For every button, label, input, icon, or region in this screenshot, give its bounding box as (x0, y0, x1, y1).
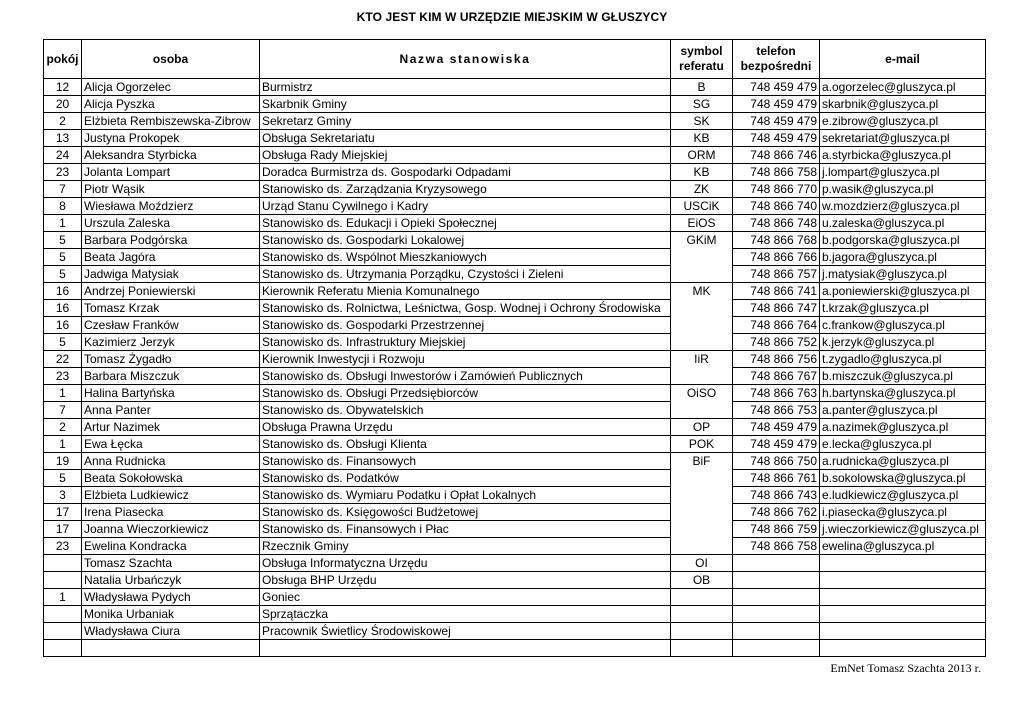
phone-cell: 748 459 479 (733, 130, 820, 147)
room-cell: 1 (44, 215, 82, 232)
table-row (44, 334, 986, 351)
symbol-cell: OI (671, 555, 733, 572)
email-cell: j.lompart@gluszyca.pl (820, 164, 986, 181)
header-symbol-line2: referatu (679, 59, 724, 73)
person-cell: Piotr Wąsik (82, 181, 260, 198)
person-cell (82, 640, 260, 657)
phone-cell: 748 866 762 (733, 504, 820, 521)
phone-cell: 748 866 740 (733, 198, 820, 215)
room-cell: 16 (44, 283, 82, 300)
person-cell: Justyna Prokopek (82, 130, 260, 147)
email-cell: b.podgorska@gluszyca.pl (820, 232, 986, 249)
phone-cell: 748 866 746 (733, 147, 820, 164)
email-cell: b.sokolowska@gluszyca.pl (820, 470, 986, 487)
person-cell: Barbara Miszczuk (82, 368, 260, 385)
email-cell: w.mozdzierz@gluszyca.pl (820, 198, 986, 215)
person-cell: Halina Bartyńska (82, 385, 260, 402)
position-cell: Pracownik Świetlicy Środowiskowej (260, 623, 671, 640)
position-cell: Stanowisko ds. Rolnictwa, Leśnictwa, Gosp. Wodnej i Ochrony Środowiska (260, 300, 671, 317)
table-header-row (44, 40, 986, 79)
symbol-cell: USCiK (671, 198, 733, 215)
room-cell (44, 606, 82, 623)
phone-cell: 748 866 750 (733, 453, 820, 470)
table-row (44, 232, 986, 249)
position-cell: Sekretarz Gminy (260, 113, 671, 130)
position-cell: Stanowisko ds. Finansowych (260, 453, 671, 470)
symbol-cell: OP (671, 419, 733, 436)
position-cell: Stanowisko ds. Finansowych i Płac (260, 521, 671, 538)
table-row (44, 130, 986, 147)
header-phone-line2: bezpośredni (740, 59, 812, 73)
table-row (44, 402, 986, 419)
email-cell: i.piasecka@gluszyca.pl (820, 504, 986, 521)
room-cell: 1 (44, 436, 82, 453)
position-cell: Stanowisko ds. Obywatelskich (260, 402, 671, 419)
email-cell: k.jerzyk@gluszyca.pl (820, 334, 986, 351)
position-cell: Stanowisko ds. Gospodarki Przestrzennej (260, 317, 671, 334)
header-person: osoba (82, 40, 260, 79)
phone-cell: 748 866 758 (733, 164, 820, 181)
table-row (44, 470, 986, 487)
room-cell: 23 (44, 164, 82, 181)
staff-directory-table (43, 39, 986, 657)
table-row (44, 589, 986, 606)
person-cell: Tomasz Żygadło (82, 351, 260, 368)
symbol-cell: ORM (671, 147, 733, 164)
person-cell: Aleksandra Styrbicka (82, 147, 260, 164)
person-cell: Tomasz Szachta (82, 555, 260, 572)
phone-cell: 748 866 763 (733, 385, 820, 402)
room-cell: 12 (44, 79, 82, 96)
phone-cell: 748 459 479 (733, 113, 820, 130)
table-row (44, 572, 986, 589)
email-cell: a.panter@gluszyca.pl (820, 402, 986, 419)
header-symbol (671, 40, 733, 79)
table-row (44, 215, 986, 232)
person-cell: Barbara Podgórska (82, 232, 260, 249)
header-email: e-mail (820, 40, 986, 79)
symbol-cell: GKiM (671, 232, 733, 283)
position-cell: Stanowisko ds. Utrzymania Porządku, Czystości i Zieleni (260, 266, 671, 283)
email-cell: a.ogorzelec@gluszyca.pl (820, 79, 986, 96)
position-cell: Obsługa Prawna Urzędu (260, 419, 671, 436)
position-cell (260, 640, 671, 657)
room-cell (44, 555, 82, 572)
phone-cell: 748 866 759 (733, 521, 820, 538)
person-cell: Anna Rudnicka (82, 453, 260, 470)
person-cell: Jadwiga Matysiak (82, 266, 260, 283)
symbol-cell: MK (671, 283, 733, 351)
table-row (44, 436, 986, 453)
email-cell: a.rudnicka@gluszyca.pl (820, 453, 986, 470)
phone-cell: 748 866 752 (733, 334, 820, 351)
table-row (44, 640, 986, 657)
person-cell: Andrzej Poniewierski (82, 283, 260, 300)
room-cell: 23 (44, 538, 82, 555)
email-cell: e.ludkiewicz@gluszyca.pl (820, 487, 986, 504)
position-cell: Skarbnik Gminy (260, 96, 671, 113)
position-cell: Stanowisko ds. Obsługi Inwestorów i Zamówień Publicznych (260, 368, 671, 385)
room-cell: 7 (44, 181, 82, 198)
position-cell: Stanowisko ds. Infrastruktury Miejskiej (260, 334, 671, 351)
table-row (44, 351, 986, 368)
room-cell: 7 (44, 402, 82, 419)
position-cell: Stanowisko ds. Obsługi Klienta (260, 436, 671, 453)
position-cell: Rzecznik Gminy (260, 538, 671, 555)
symbol-cell: SK (671, 113, 733, 130)
email-cell: sekretariat@gluszyca.pl (820, 130, 986, 147)
room-cell: 1 (44, 385, 82, 402)
email-cell (820, 623, 986, 640)
position-cell: Stanowisko ds. Wspólnot Mieszkaniowych (260, 249, 671, 266)
room-cell: 5 (44, 334, 82, 351)
table-row (44, 504, 986, 521)
person-cell: Ewa Łęcka (82, 436, 260, 453)
symbol-cell: SG (671, 96, 733, 113)
header-symbol-line1: symbol (680, 44, 723, 58)
room-cell: 5 (44, 232, 82, 249)
person-cell: Irena Piasecka (82, 504, 260, 521)
position-cell: Kierownik Referatu Mienia Komunalnego (260, 283, 671, 300)
email-cell: u.zaleska@gluszyca.pl (820, 215, 986, 232)
phone-cell: 748 866 743 (733, 487, 820, 504)
room-cell: 2 (44, 113, 82, 130)
symbol-cell: EiOS (671, 215, 733, 232)
footer-credit: EmNet Tomasz Szachta 2013 r. (830, 661, 981, 675)
email-cell: skarbnik@gluszyca.pl (820, 96, 986, 113)
phone-cell: 748 866 764 (733, 317, 820, 334)
position-cell: Stanowisko ds. Księgowości Budżetowej (260, 504, 671, 521)
person-cell: Beata Sokołowska (82, 470, 260, 487)
table-row (44, 385, 986, 402)
position-cell: Obsługa Sekretariatu (260, 130, 671, 147)
position-cell: Urząd Stanu Cywilnego i Kadry (260, 198, 671, 215)
person-cell: Monika Urbaniak (82, 606, 260, 623)
position-cell: Kierownik Inwestycji i Rozwoju (260, 351, 671, 368)
email-cell: p.wasik@gluszyca.pl (820, 181, 986, 198)
person-cell: Tomasz Krzak (82, 300, 260, 317)
table-row (44, 181, 986, 198)
position-cell: Obsługa Informatyczna Urzędu (260, 555, 671, 572)
position-cell: Doradca Burmistrza ds. Gospodarki Odpadami (260, 164, 671, 181)
position-cell: Obsługa Rady Miejskiej (260, 147, 671, 164)
page-title: KTO JEST KIM W URZĘDZIE MIEJSKIM W GŁUSZYCY (356, 10, 668, 24)
room-cell: 16 (44, 317, 82, 334)
room-cell: 2 (44, 419, 82, 436)
person-cell: Elżbieta Ludkiewicz (82, 487, 260, 504)
phone-cell: 748 459 479 (733, 79, 820, 96)
person-cell: Władysława Ciura (82, 623, 260, 640)
person-cell: Artur Nazimek (82, 419, 260, 436)
person-cell: Beata Jagóra (82, 249, 260, 266)
table-row (44, 300, 986, 317)
person-cell: Alicja Pyszka (82, 96, 260, 113)
position-cell: Sprzątaczka (260, 606, 671, 623)
phone-cell (733, 623, 820, 640)
symbol-cell (671, 640, 733, 657)
phone-cell: 748 866 766 (733, 249, 820, 266)
header-phone (733, 40, 820, 79)
symbol-cell: KB (671, 130, 733, 147)
room-cell: 20 (44, 96, 82, 113)
phone-cell: 748 866 741 (733, 283, 820, 300)
person-cell: Jolanta Lompart (82, 164, 260, 181)
header-phone-line1: telefon (756, 44, 796, 58)
person-cell: Kazimierz Jerzyk (82, 334, 260, 351)
phone-cell: 748 866 768 (733, 232, 820, 249)
phone-cell: 748 866 756 (733, 351, 820, 368)
table-row (44, 249, 986, 266)
symbol-cell: BiF (671, 453, 733, 555)
room-cell: 5 (44, 249, 82, 266)
phone-cell (733, 572, 820, 589)
phone-cell: 748 866 747 (733, 300, 820, 317)
email-cell: a.styrbicka@gluszyca.pl (820, 147, 986, 164)
phone-cell (733, 589, 820, 606)
room-cell: 23 (44, 368, 82, 385)
position-cell: Stanowisko ds. Obsługi Przedsiębiorców (260, 385, 671, 402)
room-cell (44, 640, 82, 657)
phone-cell: 748 866 757 (733, 266, 820, 283)
table-row (44, 266, 986, 283)
table-row (44, 538, 986, 555)
person-cell: Wiesława Moździerz (82, 198, 260, 215)
phone-cell (733, 555, 820, 572)
email-cell: a.nazimek@gluszyca.pl (820, 419, 986, 436)
email-cell: j.matysiak@gluszyca.pl (820, 266, 986, 283)
position-cell: Obsługa BHP Urzędu (260, 572, 671, 589)
phone-cell: 748 866 753 (733, 402, 820, 419)
email-cell: t.zygadlo@gluszyca.pl (820, 351, 986, 368)
table-row (44, 317, 986, 334)
email-cell: c.frankow@gluszyca.pl (820, 317, 986, 334)
symbol-cell: IiR (671, 351, 733, 385)
table-row (44, 521, 986, 538)
table-row (44, 623, 986, 640)
phone-cell: 748 866 758 (733, 538, 820, 555)
phone-cell: 748 459 479 (733, 96, 820, 113)
table-row (44, 79, 986, 96)
person-cell: Alicja Ogorzelec (82, 79, 260, 96)
person-cell: Anna Panter (82, 402, 260, 419)
email-cell (820, 572, 986, 589)
table-row (44, 113, 986, 130)
table-row (44, 283, 986, 300)
table-row (44, 147, 986, 164)
email-cell: e.lecka@gluszyca.pl (820, 436, 986, 453)
table-row (44, 368, 986, 385)
email-cell: t.krzak@gluszyca.pl (820, 300, 986, 317)
position-cell: Stanowisko ds. Edukacji i Opieki Społecznej (260, 215, 671, 232)
person-cell: Ewelina Kondracka (82, 538, 260, 555)
phone-cell: 748 459 479 (733, 436, 820, 453)
person-cell: Joanna Wieczorkiewicz (82, 521, 260, 538)
email-cell: e.zibrow@gluszyca.pl (820, 113, 986, 130)
room-cell: 24 (44, 147, 82, 164)
table-row (44, 606, 986, 623)
email-cell (820, 589, 986, 606)
position-cell: Stanowisko ds. Podatków (260, 470, 671, 487)
room-cell: 8 (44, 198, 82, 215)
room-cell: 13 (44, 130, 82, 147)
symbol-cell: KB (671, 164, 733, 181)
position-cell: Goniec (260, 589, 671, 606)
symbol-cell: B (671, 79, 733, 96)
table-row (44, 164, 986, 181)
email-cell: a.poniewierski@gluszyca.pl (820, 283, 986, 300)
position-cell: Stanowisko ds. Gospodarki Lokalowej (260, 232, 671, 249)
person-cell: Czesław Franków (82, 317, 260, 334)
person-cell: Natalia Urbańczyk (82, 572, 260, 589)
table-row (44, 96, 986, 113)
phone-cell: 748 866 770 (733, 181, 820, 198)
room-cell: 16 (44, 300, 82, 317)
header-position: Nazwa stanowiska (260, 40, 671, 79)
room-cell (44, 623, 82, 640)
symbol-cell: ZK (671, 181, 733, 198)
symbol-cell: OiSO (671, 385, 733, 419)
person-cell: Elżbieta Rembiszewska-Zibrow (82, 113, 260, 130)
table-row (44, 198, 986, 215)
phone-cell: 748 866 748 (733, 215, 820, 232)
room-cell: 17 (44, 504, 82, 521)
symbol-cell: OB (671, 572, 733, 589)
email-cell: b.jagora@gluszyca.pl (820, 249, 986, 266)
table-row (44, 453, 986, 470)
phone-cell: 748 459 479 (733, 419, 820, 436)
room-cell: 1 (44, 589, 82, 606)
phone-cell (733, 640, 820, 657)
room-cell: 17 (44, 521, 82, 538)
table-row (44, 555, 986, 572)
email-cell (820, 640, 986, 657)
email-cell (820, 555, 986, 572)
phone-cell (733, 606, 820, 623)
room-cell: 19 (44, 453, 82, 470)
symbol-cell: POK (671, 436, 733, 453)
symbol-cell (671, 606, 733, 623)
room-cell: 22 (44, 351, 82, 368)
phone-cell: 748 866 761 (733, 470, 820, 487)
table-row (44, 419, 986, 436)
position-cell: Stanowisko ds. Wymiaru Podatku i Opłat Lokalnych (260, 487, 671, 504)
symbol-cell (671, 623, 733, 640)
room-cell (44, 572, 82, 589)
symbol-cell (671, 589, 733, 606)
email-cell: j.wieczorkiewicz@gluszyca.pl (820, 521, 986, 538)
email-cell: b.miszczuk@gluszyca.pl (820, 368, 986, 385)
position-cell: Stanowisko ds. Zarządzania Kryzysowego (260, 181, 671, 198)
header-room: pokój (44, 40, 82, 79)
table-row (44, 487, 986, 504)
room-cell: 5 (44, 470, 82, 487)
person-cell: Władysława Pydych (82, 589, 260, 606)
email-cell (820, 606, 986, 623)
email-cell: ewelina@gluszyca.pl (820, 538, 986, 555)
room-cell: 5 (44, 266, 82, 283)
position-cell: Burmistrz (260, 79, 671, 96)
phone-cell: 748 866 767 (733, 368, 820, 385)
room-cell: 3 (44, 487, 82, 504)
person-cell: Urszula Zaleska (82, 215, 260, 232)
email-cell: h.bartynska@gluszyca.pl (820, 385, 986, 402)
